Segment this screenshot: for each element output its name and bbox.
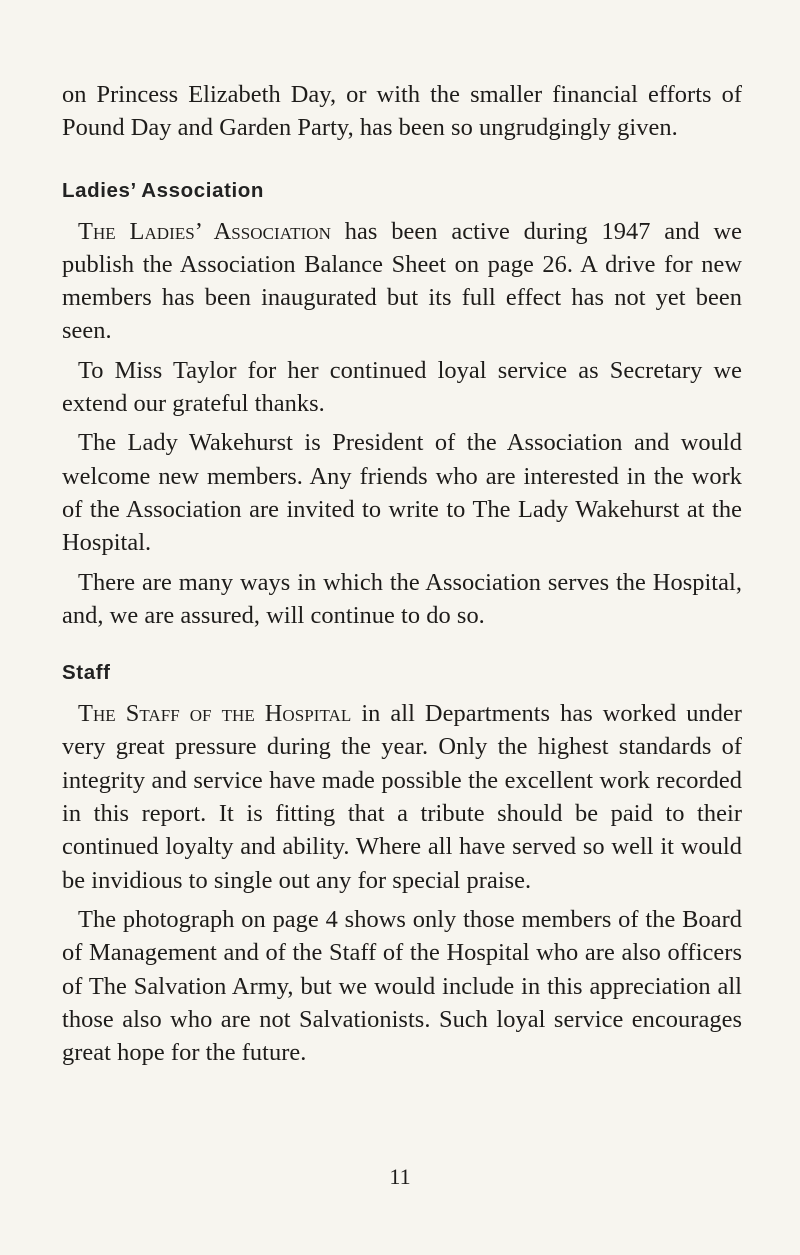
staff-paragraph-1-text: in all Departments has worked under very great pressure during the year. Only the highest standards of integrity and service have made possible the excellent work recorded in this report. It is fitting that a tribute should be paid to their continued loyalty and ability. Where all have served so well it would be invidious to single out any for special praise.: [62, 700, 742, 894]
staff-paragraph-2: The photograph on page 4 shows only those members of the Board of Management and of the Staff of the Hospital who are also officers of The Salvation Army, but we would include in this appreciation all those also who are not Salvationists. Such loyal service encourages great hope for the future.: [62, 905, 742, 1067]
page-number: 11: [389, 1164, 411, 1189]
staff-heading: Staff: [62, 661, 111, 685]
ladies-association-paragraph-3: The Lady Wakehurst is President of the Association and would welcome new members. Any friends who are interested in the work of the Association are invited to write to The Lady Wakehurst at the Hospital.: [62, 429, 742, 557]
document-page: [62, 78, 742, 1069]
ladies-association-lead: The Ladies’ Association: [78, 217, 331, 245]
staff-paragraph-1: [62, 697, 742, 897]
ladies-association-paragraph-4: There are many ways in which the Association serves the Hospital, and, we are assured, will continue to do so.: [62, 568, 742, 629]
ladies-association-heading: Ladies’ Association: [62, 178, 265, 202]
ladies-association-paragraph-2: To Miss Taylor for her continued loyal service as Secretary we extend our grateful thanks.: [62, 356, 742, 418]
intro-paragraph: on Princess Elizabeth Day, or with the smaller financial efforts of Pound Day and Garden Party, has been so ungrudgingly given.: [62, 81, 742, 142]
ladies-association-paragraph-1-text: has been active during 1947 and we publish the Association Balance Sheet on page 26. A drive for new members has been inaugurated but its full effect has not yet been seen.: [62, 217, 742, 345]
staff-lead: The Staff of the Hospital: [78, 700, 352, 728]
ladies-association-paragraph-1: [62, 215, 742, 348]
